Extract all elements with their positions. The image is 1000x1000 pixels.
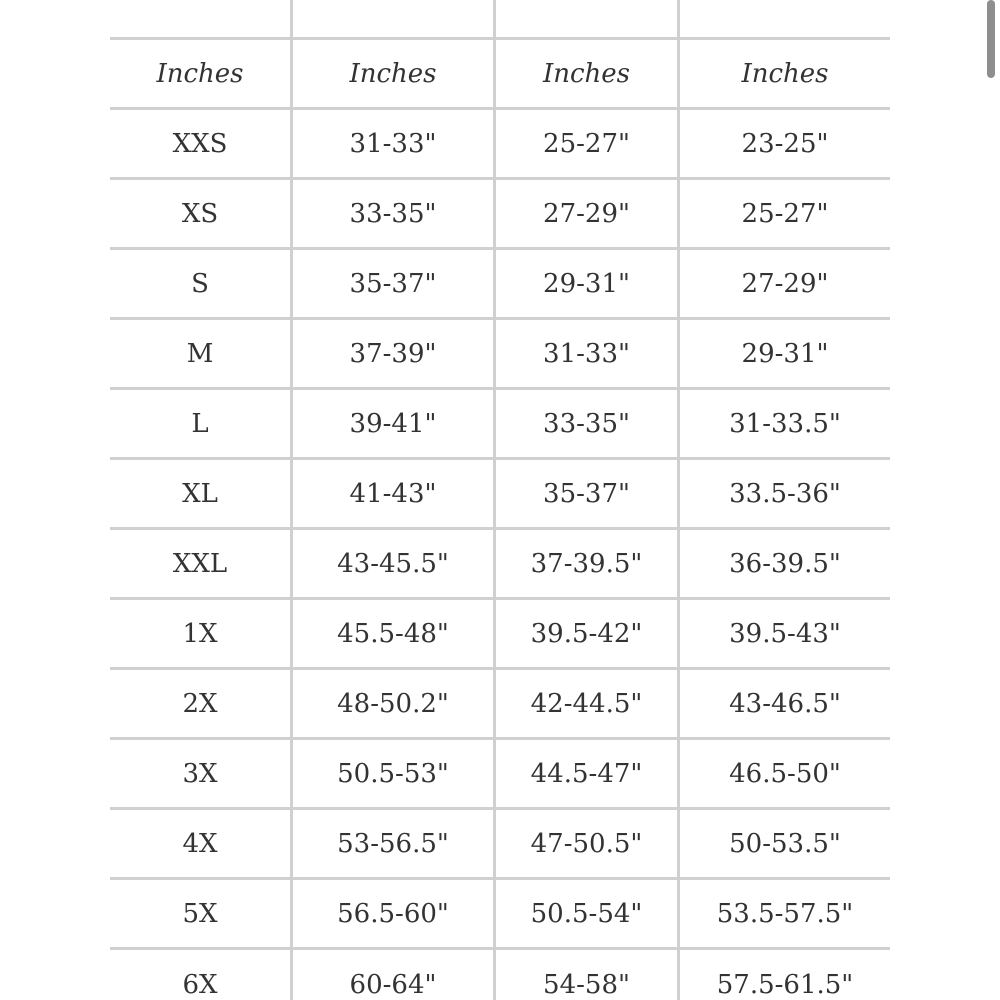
- table-cell-measure-3: 53.5-57.5": [677, 880, 890, 947]
- table-cell-measure-2: 33-35": [493, 390, 677, 457]
- table-cell-size: 3X: [182, 758, 218, 789]
- table-top-stub-row: [110, 0, 890, 40]
- table-row: [110, 530, 890, 600]
- table-cell-measure-2: 42-44.5": [493, 670, 677, 737]
- header-cell-waist: Inches: [493, 40, 677, 107]
- table-cell-measure-3: 23-25": [677, 110, 890, 177]
- table-cell-size: XXS: [172, 128, 228, 159]
- table-row: [110, 320, 890, 390]
- table-cell-measure-3: 36-39.5": [677, 530, 890, 597]
- table-cell-measure-2: 37-39.5": [493, 530, 677, 597]
- table-row: [110, 390, 890, 460]
- stub-cell: [493, 0, 677, 37]
- table-cell-measure-1: 50.5-53": [290, 740, 493, 807]
- table-cell-size: M: [186, 338, 214, 369]
- table-cell-measure-3: 46.5-50": [677, 740, 890, 807]
- table-header-row: [110, 40, 890, 110]
- table-row: [110, 740, 890, 810]
- table-cell-size: L: [191, 408, 209, 439]
- table-row: [110, 460, 890, 530]
- table-cell-size: XL: [182, 478, 218, 509]
- table-cell-measure-1: 41-43": [290, 460, 493, 527]
- table-cell-size: 1X: [182, 618, 218, 649]
- table-cell-measure-2: 39.5-42": [493, 600, 677, 667]
- table-cell-size: 5X: [182, 898, 218, 929]
- table-cell-measure-3: 43-46.5": [677, 670, 890, 737]
- scrollbar-thumb[interactable]: [987, 0, 995, 78]
- table-cell-size: 4X: [182, 828, 218, 859]
- table-cell-measure-3: 33.5-36": [677, 460, 890, 527]
- table-cell-measure-1: 60-64": [290, 950, 493, 1000]
- table-cell-size: S: [191, 268, 209, 299]
- table-cell-size: XXL: [172, 548, 228, 579]
- table-row: [110, 110, 890, 180]
- table-cell-measure-2: 47-50.5": [493, 810, 677, 877]
- table-cell-measure-3: 27-29": [677, 250, 890, 317]
- table-cell-measure-2: 27-29": [493, 180, 677, 247]
- table-cell-measure-2: 50.5-54": [493, 880, 677, 947]
- header-cell-hip: Inches: [677, 40, 890, 107]
- table-cell-measure-1: 35-37": [290, 250, 493, 317]
- table-cell-measure-3: 39.5-43": [677, 600, 890, 667]
- table-row: [110, 180, 890, 250]
- table-cell-measure-1: 31-33": [290, 110, 493, 177]
- stub-cell: [110, 0, 290, 37]
- table-cell-measure-3: 29-31": [677, 320, 890, 387]
- table-cell-measure-1: 33-35": [290, 180, 493, 247]
- header-cell-size: Inches: [156, 58, 244, 89]
- table-cell-measure-3: 50-53.5": [677, 810, 890, 877]
- table-cell-measure-1: 39-41": [290, 390, 493, 457]
- table-cell-measure-2: 25-27": [493, 110, 677, 177]
- stub-cell: [290, 0, 493, 37]
- table-cell-measure-1: 48-50.2": [290, 670, 493, 737]
- table-row: [110, 880, 890, 950]
- table-cell-size: XS: [181, 198, 219, 229]
- size-chart-table: [110, 0, 890, 1000]
- table-cell-measure-2: 35-37": [493, 460, 677, 527]
- table-cell-measure-2: 44.5-47": [493, 740, 677, 807]
- table-cell-measure-1: 56.5-60": [290, 880, 493, 947]
- table-cell-measure-3: 25-27": [677, 180, 890, 247]
- table-cell-measure-1: 37-39": [290, 320, 493, 387]
- table-cell-measure-2: 29-31": [493, 250, 677, 317]
- table-cell-measure-3: 31-33.5": [677, 390, 890, 457]
- table-body: [110, 110, 890, 1000]
- stub-cell: [677, 0, 890, 37]
- table-cell-size: 2X: [182, 688, 218, 719]
- table-row: [110, 950, 890, 1000]
- table-cell-measure-2: 31-33": [493, 320, 677, 387]
- table-row: [110, 670, 890, 740]
- header-cell-bust: Inches: [290, 40, 493, 107]
- table-cell-measure-1: 43-45.5": [290, 530, 493, 597]
- table-cell-measure-1: 53-56.5": [290, 810, 493, 877]
- table-cell-measure-2: 54-58": [493, 950, 677, 1000]
- table-row: [110, 250, 890, 320]
- table-cell-measure-1: 45.5-48": [290, 600, 493, 667]
- table-row: [110, 810, 890, 880]
- table-cell-size: 6X: [182, 970, 218, 1000]
- table-cell-measure-3: 57.5-61.5": [677, 950, 890, 1000]
- table-row: [110, 600, 890, 670]
